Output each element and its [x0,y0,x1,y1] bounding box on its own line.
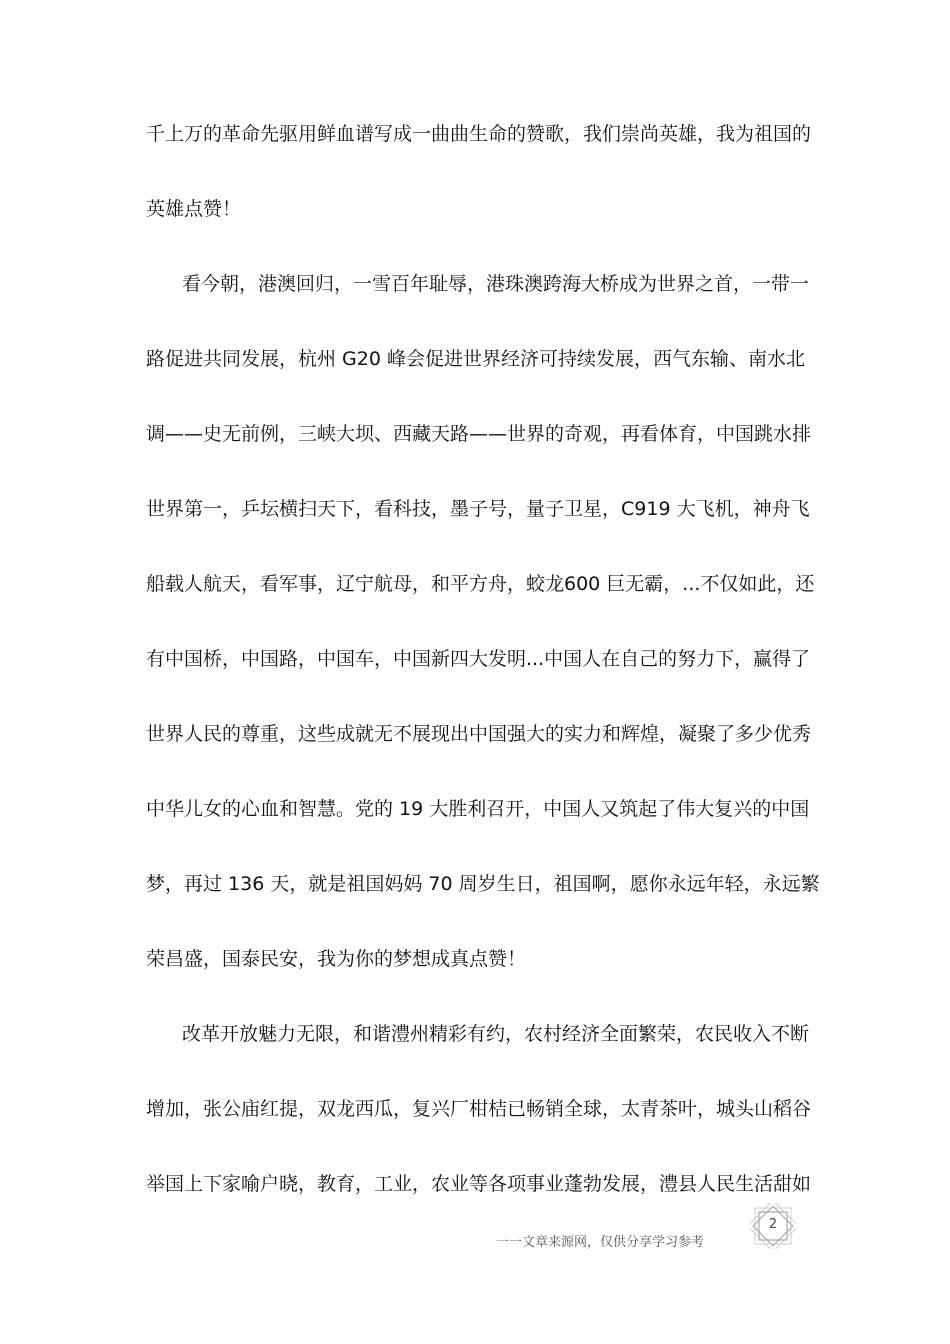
body-line-8: 有中国桥，中国路，中国车，中国新四大发明...中国人在自己的努力下，赢得了 [146,648,811,670]
body-line-6: 世界第一，乒坛横扫天下，看科技，墨子号，量子卫星，C919 大飞机，神舟飞 [146,498,810,520]
body-line-7: 船载人航天，看军事，辽宁航母，和平方舟，蛟龙600 巨无霸，...不仅如此，还 [146,573,815,595]
body-line-14: 增加，张公庙红提，双龙西瓜，复兴厂柑桔已畅销全球，太青茶叶，城头山稻谷 [146,1098,812,1120]
body-line-13: 改革开放魅力无限，和谐澧州精彩有约，农村经济全面繁荣，农民收入不断 [182,1023,810,1045]
body-line-3: 看今朝，港澳回归，一雪百年耻辱，港珠澳跨海大桥成为世界之首，一带一 [182,273,810,295]
body-line-12: 荣昌盛，国泰民安，我为你的梦想成真点赞！ [146,948,527,970]
body-line-1: 千上万的革命先驱用鲜血谱写成一曲曲生命的赞歌，我们崇尚英雄，我为祖国的 [146,123,812,145]
body-line-9: 世界人民的尊重，这些成就无不展现出中国强大的实力和辉煌，凝聚了多少优秀 [146,723,812,745]
body-line-11: 梦，再过 136 天，就是祖国妈妈 70 周岁生日，祖国啊，愿你永远年轻，永远繁 [146,873,820,895]
body-line-10: 中华儿女的心血和智慧。党的 19 大胜利召开，中国人又筑起了伟大复兴的中国 [146,798,810,820]
footer-source-note: 一一文章来源网，仅供分享学习参考 [496,1235,705,1250]
body-line-15: 举国上下家喻户晓，教育，工业，农业等各项事业蓬勃发展，澧县人民生活甜如 [146,1173,812,1195]
page-number-badge [750,1203,796,1249]
page-number: 2 [768,1217,778,1232]
body-line-5: 调——史无前例，三峡大坝、西藏天路——世界的奇观，再看体育，中国跳水排 [146,423,812,445]
body-line-4: 路促进共同发展，杭州 G20 峰会促进世界经济可持续发展，西气东输、南水北 [146,348,805,370]
body-line-2: 英雄点赞！ [146,198,242,220]
